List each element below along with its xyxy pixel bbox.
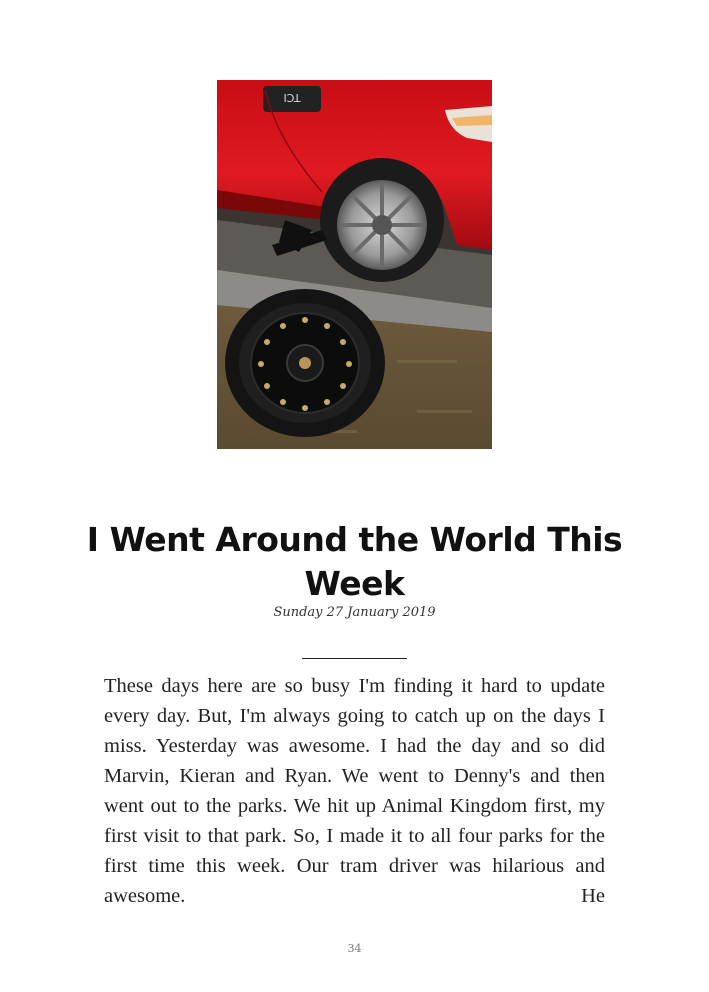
title-divider bbox=[302, 658, 407, 659]
svg-text:TCI: TCI bbox=[283, 91, 301, 104]
article-title: I Went Around the World This Week bbox=[86, 520, 623, 603]
page-number: 34 bbox=[347, 942, 362, 955]
car-flat-tire-photo bbox=[217, 80, 492, 449]
article-date: Sunday 27 January 2019 bbox=[273, 605, 436, 620]
article-body: These days here are so busy I'm finding it hard to update every day. But, I'm always going to catch up on the days I miss. Yesterday was awesome. I had the day and so did Marvin, Kieran and Ryan. We went to Denny's and then went out to the parks. We hit up Animal Kingdom first, my first visit to that park. So, I made it to all four parks for the first time this week. Our tram driver was hilarious and awesome. He bbox=[104, 675, 605, 907]
